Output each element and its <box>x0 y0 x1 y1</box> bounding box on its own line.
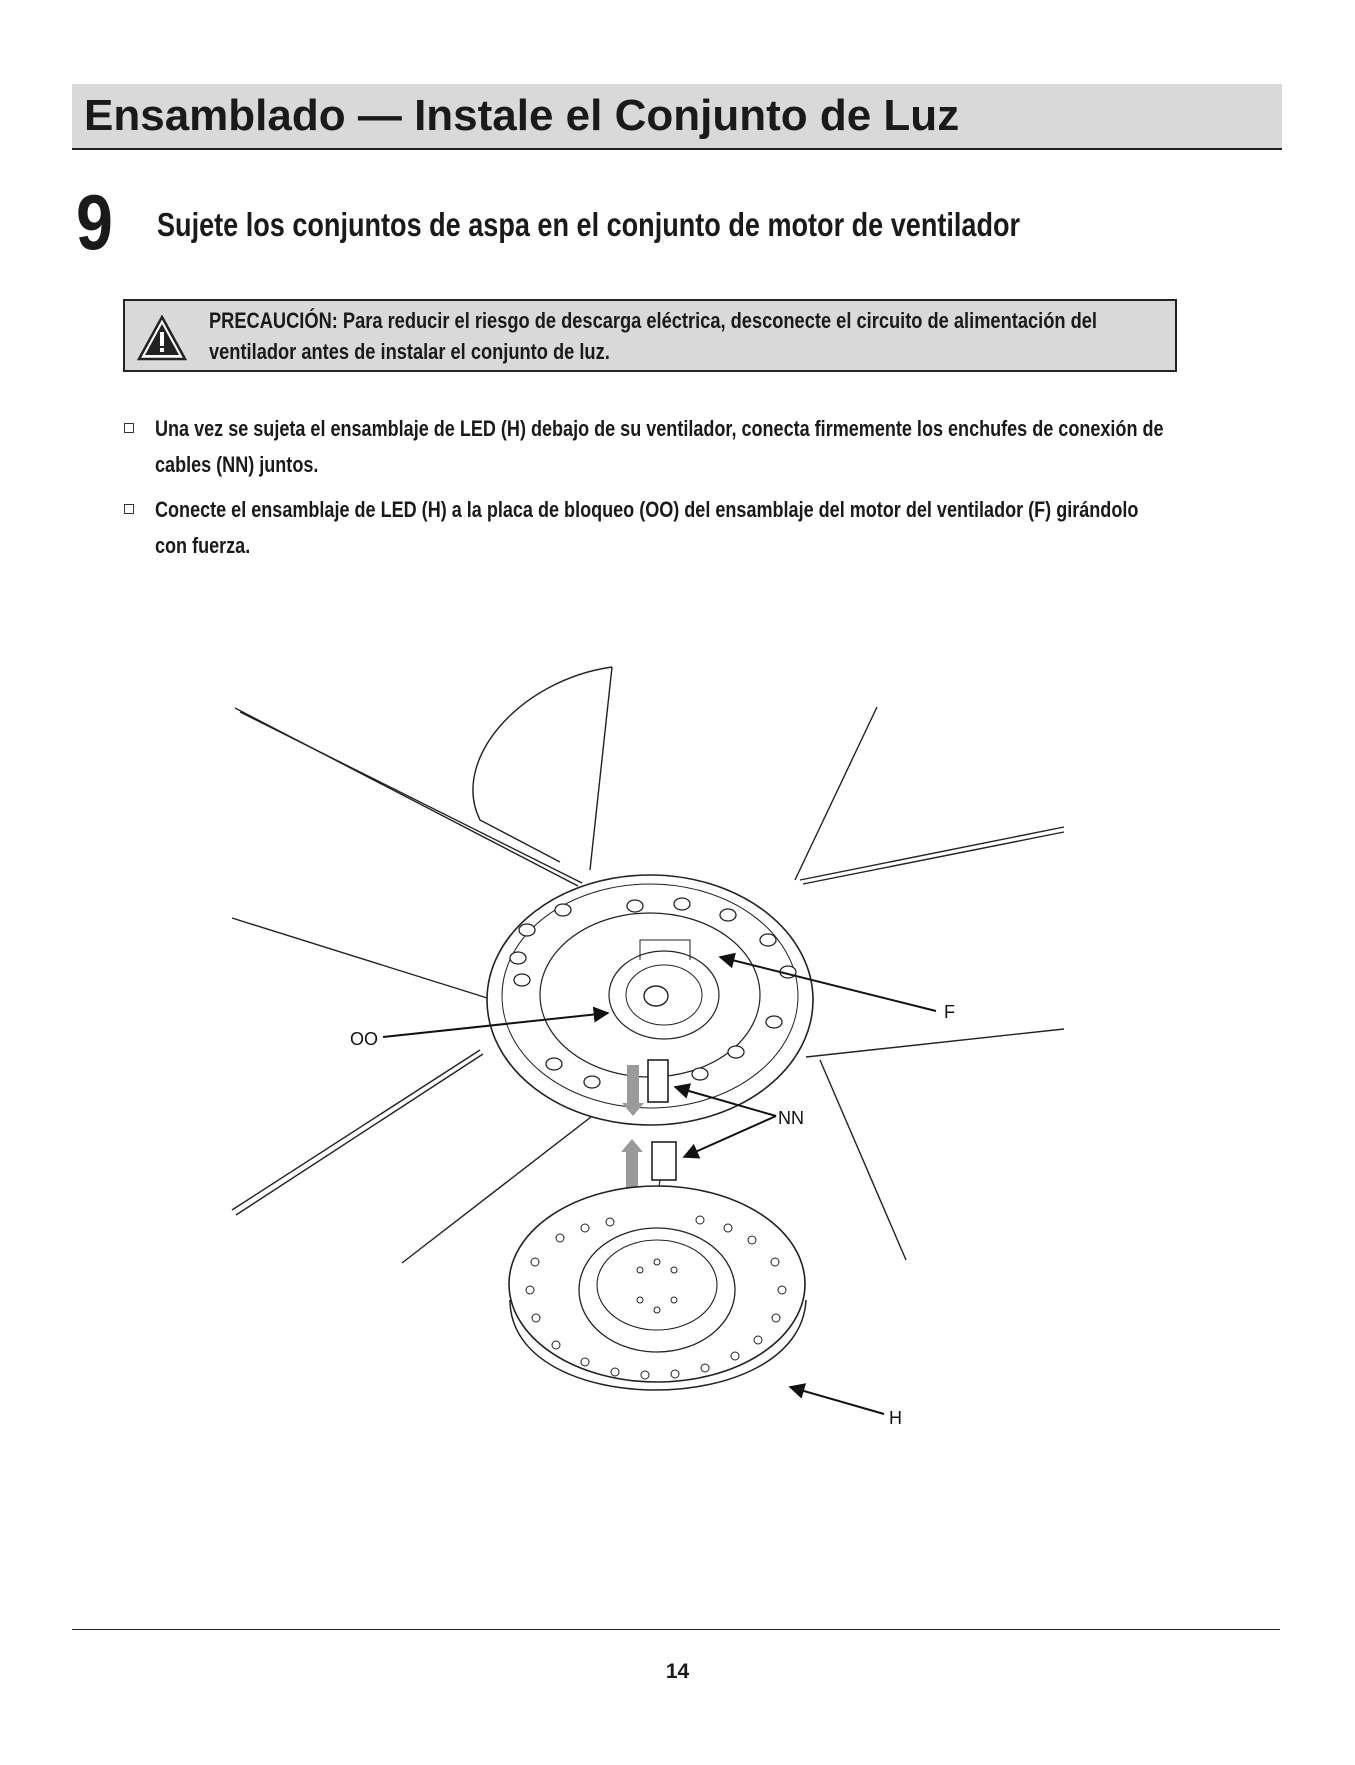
caution-text <box>209 305 1139 367</box>
instruction-line: Una vez se sujeta el ensamblaje de LED (H) debajo de su ventilador, conecta firmemente los enchufes de conexión de <box>155 416 1164 441</box>
led-light-assembly <box>509 1186 806 1390</box>
caution-line-2: ventilador antes de instalar el conjunto de luz. <box>209 339 610 364</box>
step-number: 9 <box>76 178 113 266</box>
callout-label-h: H <box>889 1408 902 1428</box>
instruction-line: Conecte el ensamblaje de LED (H) a la placa de bloqueo (OO) del ensamblaje del motor del ventilador (F) girándolo <box>155 497 1139 522</box>
page-number: 14 <box>665 1660 690 1683</box>
caution-box <box>123 299 1177 372</box>
instruction-line: cables (NN) juntos. <box>155 452 319 477</box>
list-item <box>122 411 1272 483</box>
assembly-diagram <box>200 655 1100 1465</box>
warning-triangle-icon <box>137 315 187 361</box>
list-item <box>122 492 1272 564</box>
caution-line-1: PRECAUCIÓN: Para reducir el riesgo de descarga eléctrica, desconecte el circuito de alimentación del <box>209 308 1097 333</box>
callout-label-f: F <box>944 1002 955 1022</box>
section-title: Ensamblado — Instale el Conjunto de Luz <box>84 91 960 140</box>
fan-motor-assembly <box>487 875 813 1125</box>
section-header <box>72 84 1282 150</box>
callout-label-oo: OO <box>350 1029 379 1049</box>
footer-divider <box>72 1629 1280 1630</box>
step-title: Sujete los conjuntos de aspa en el conjunto de motor de ventilador <box>157 206 1021 243</box>
instruction-list <box>122 411 1272 573</box>
instruction-line: con fuerza. <box>155 533 251 558</box>
callout-label-nn: NN <box>778 1108 804 1128</box>
bullet-square-icon <box>124 504 134 514</box>
bullet-square-icon <box>124 423 134 433</box>
